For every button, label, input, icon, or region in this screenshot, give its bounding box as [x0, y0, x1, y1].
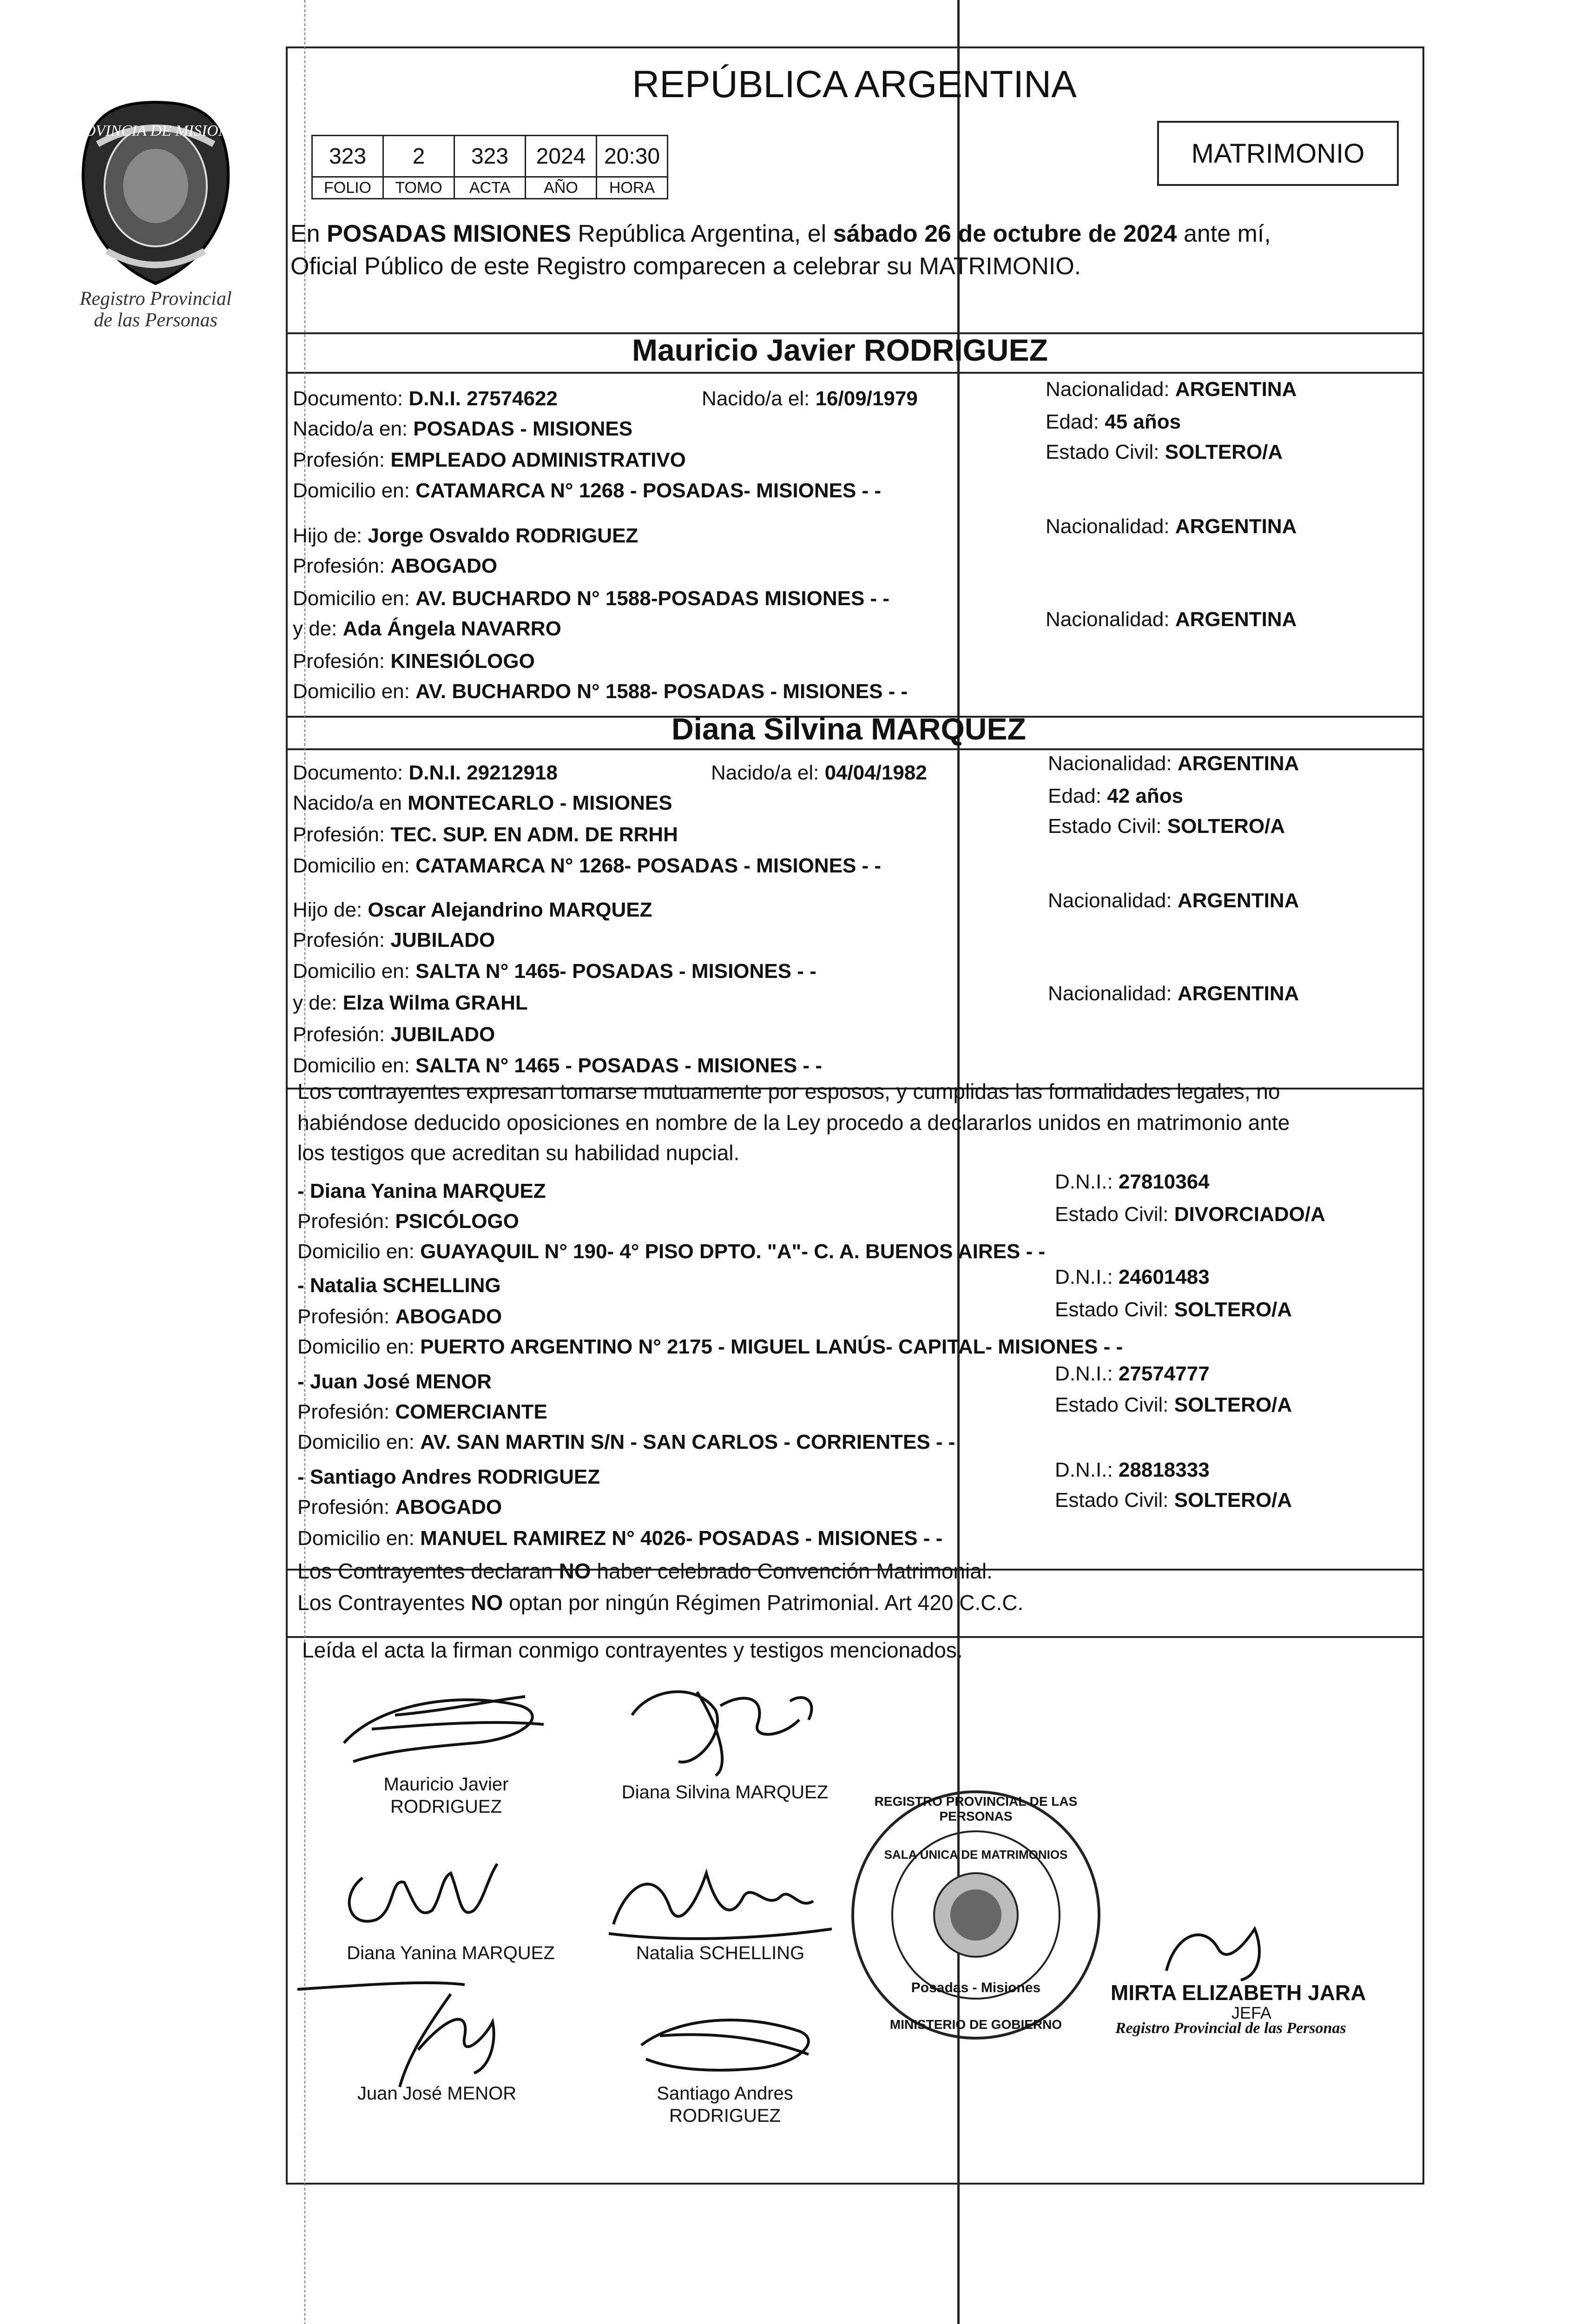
- spouse1-madre: y de: Ada Ángela NAVARRO: [293, 617, 561, 640]
- spouse2-padre-dom: Domicilio en: SALTA N° 1465- POSADAS - MISIONES - -: [293, 960, 816, 983]
- witness3-dni: D.N.I.: 27574777: [1055, 1362, 1210, 1385]
- spouse1-padre-prof: Profesión: ABOGADO: [293, 555, 498, 577]
- folio-table: [311, 135, 668, 199]
- seal-inner-text: SALA ÚNICA DE MATRIMONIOS: [884, 1848, 1068, 1862]
- signature-2-scribble: [604, 1673, 846, 1780]
- convention-line1: Los Contrayentes declaran NO haber celebrado Convención Matrimonial.: [297, 1559, 993, 1583]
- spouse1-nacionalidad: Nacionalidad: ARGENTINA: [1046, 378, 1297, 401]
- intro-line2: Oficial Público de este Registro comparecen a celebrar su MATRIMONIO.: [290, 253, 1081, 280]
- witness2-name: - Natalia SCHELLING: [297, 1274, 501, 1297]
- witness4-domicilio: Domicilio en: MANUEL RAMIREZ N° 4026- POSADAS - MISIONES - -: [297, 1527, 943, 1550]
- intro-place: POSADAS MISIONES: [327, 220, 571, 247]
- signature-6-scribble: [604, 1980, 846, 2087]
- anio-label: AÑO: [526, 177, 597, 199]
- witness3-profesion: Profesión: COMERCIANTE: [297, 1400, 547, 1423]
- signature-4-scribble: [590, 1841, 850, 1943]
- witness4-name: - Santiago Andres RODRIGUEZ: [297, 1466, 600, 1488]
- spouse2-nacido-en: Nacido/a en MONTECARLO - MISIONES: [293, 792, 672, 814]
- declaration-line1: Los contrayentes expresan tomarse mutuamente por esposos, y cumplidas las formalidades legales, no: [297, 1079, 1280, 1103]
- intro-suffix: ante mí,: [1177, 220, 1271, 247]
- witness2-dni: D.N.I.: 24601483: [1055, 1266, 1210, 1288]
- spouse1-documento: Documento: D.N.I. 27574622: [293, 387, 558, 410]
- signature-6: [604, 1980, 846, 2133]
- signature-4-label: Natalia SCHELLING: [636, 1943, 805, 1963]
- signature-3-scribble: [321, 1841, 581, 1943]
- signature-1: [325, 1673, 567, 1817]
- spouse2-nacionalidad: Nacionalidad: ARGENTINA: [1048, 752, 1299, 775]
- rule-spouse2-title: [286, 748, 1424, 750]
- signature-2: [604, 1673, 846, 1813]
- spouse2-madre-nac: Nacionalidad: ARGENTINA: [1048, 982, 1299, 1005]
- declaration-line2: habiéndose deducido oposiciones en nombre de la Ley procedo a declararlos unidos en matrimonio ante: [297, 1110, 1290, 1135]
- spouse1-padre-nac: Nacionalidad: ARGENTINA: [1046, 515, 1297, 538]
- spouse1-madre-nac: Nacionalidad: ARGENTINA: [1046, 608, 1297, 631]
- witness2-estado: Estado Civil: SOLTERO/A: [1055, 1298, 1292, 1321]
- witness1-profesion: Profesión: PSICÓLOGO: [297, 1210, 519, 1233]
- signature-3-label: Diana Yanina MARQUEZ: [347, 1943, 555, 1963]
- convention-line2: Los Contrayentes NO optan por ningún Régimen Patrimonial. Art 420 C.C.C.: [297, 1591, 1024, 1615]
- intro-mid: República Argentina, el: [571, 220, 833, 247]
- spouse1-domicilio: Domicilio en: CATAMARCA N° 1268 - POSADAS- MISIONES - -: [293, 479, 882, 502]
- spouse2-domicilio: Domicilio en: CATAMARCA N° 1268- POSADAS - MISIONES - -: [293, 854, 882, 877]
- acta-value: 323: [454, 136, 526, 177]
- tomo-label: TOMO: [383, 177, 454, 199]
- officer-stamp: [1111, 1915, 1389, 2036]
- witness2-profesion: Profesión: ABOGADO: [297, 1305, 502, 1328]
- spouse2-documento: Documento: D.N.I. 29212918: [293, 761, 558, 784]
- witness2-domicilio: Domicilio en: PUERTO ARGENTINO N° 2175 - MIGUEL LANÚS- CAPITAL- MISIONES - -: [297, 1335, 1123, 1358]
- tomo-value: 2: [383, 136, 454, 177]
- registry-logo: [65, 93, 246, 335]
- emblem-text: PROVINCIA DE MISIONES: [65, 122, 246, 139]
- logo-line1: Registro Provincial: [79, 288, 232, 310]
- spouse2-padre-nac: Nacionalidad: ARGENTINA: [1048, 889, 1299, 912]
- logo-line2: de las Personas: [94, 310, 217, 331]
- witness1-dni: D.N.I.: 27810364: [1055, 1170, 1210, 1193]
- seal-city-text: Posadas - Misiones: [911, 1980, 1041, 1995]
- folio-label: FOLIO: [312, 177, 383, 199]
- logo-text: [60, 288, 251, 331]
- hora-label: HORA: [597, 177, 668, 199]
- acta-label: ACTA: [454, 177, 526, 199]
- spouse1-nacido-el: Nacido/a el: 16/09/1979: [702, 387, 918, 410]
- spouse1-nacido-en: Nacido/a en: POSADAS - MISIONES: [293, 417, 633, 440]
- signature-2-label: Diana Silvina MARQUEZ: [621, 1782, 829, 1802]
- signature-5-scribble: [297, 1980, 576, 2092]
- spouse2-padre: Hijo de: Oscar Alejandrino MARQUEZ: [293, 898, 652, 921]
- document-title: REPÚBLICA ARGENTINA: [632, 63, 1077, 106]
- witness4-dni: D.N.I.: 28818333: [1055, 1459, 1210, 1481]
- officer-role: JEFA: [1231, 2003, 1272, 2022]
- closing-text: Leída el acta la firman conmigo contrayentes y testigos mencionados.: [302, 1638, 963, 1662]
- spouse2-profesion: Profesión: TEC. SUP. EN ADM. DE RRHH: [293, 823, 678, 846]
- spouse2-madre-dom: Domicilio en: SALTA N° 1465 - POSADAS - MISIONES - -: [293, 1054, 822, 1077]
- witness4-profesion: Profesión: ABOGADO: [297, 1496, 502, 1519]
- spouse1-profesion: Profesión: EMPLEADO ADMINISTRATIVO: [293, 449, 686, 471]
- spouse1-padre-dom: Domicilio en: AV. BUCHARDO N° 1588-POSADAS MISIONES - -: [293, 587, 890, 610]
- anio-value: 2024: [526, 136, 597, 177]
- officer-org: Registro Provincial de las Personas: [1115, 2020, 1346, 2037]
- witness3-estado: Estado Civil: SOLTERO/A: [1055, 1393, 1292, 1416]
- spouse1-estado: Estado Civil: SOLTERO/A: [1046, 441, 1283, 463]
- official-seal: [846, 1785, 1106, 2045]
- intro-prefix: En: [290, 220, 327, 247]
- seal-outer-text: REGISTRO PROVINCIAL DE LAS PERSONAS: [874, 1794, 1078, 1823]
- rule-spouse1-title: [286, 372, 1424, 374]
- signature-1-scribble: [325, 1673, 567, 1771]
- emblem-icon: [65, 93, 246, 293]
- spouse2-padre-prof: Profesión: JUBILADO: [293, 929, 495, 951]
- signature-6-line2: RODRIGUEZ: [669, 2106, 781, 2126]
- seal-icon: [846, 1785, 1106, 2045]
- witness1-domicilio: Domicilio en: GUAYAQUIL N° 190- 4° PISO DPTO. "A"- C. A. BUENOS AIRES - -: [297, 1240, 1046, 1263]
- witness3-domicilio: Domicilio en: AV. SAN MARTIN S/N - SAN CARLOS - CORRIENTES - -: [297, 1431, 955, 1453]
- spouse2-edad: Edad: 42 años: [1048, 785, 1184, 807]
- doc-type: MATRIMONIO: [1191, 138, 1365, 169]
- spouse2-madre-prof: Profesión: JUBILADO: [293, 1023, 495, 1046]
- spouse1-edad: Edad: 45 años: [1046, 410, 1181, 433]
- intro-date: sábado 26 de octubre de 2024: [833, 220, 1177, 247]
- doc-type-box: [1157, 121, 1399, 186]
- signature-3: [321, 1841, 581, 1966]
- declaration-line3: los testigos que acreditan su habilidad nupcial.: [297, 1141, 740, 1165]
- hora-value: 20:30: [597, 136, 668, 177]
- signature-1-line2: RODRIGUEZ: [390, 1796, 502, 1817]
- signature-4: [590, 1841, 850, 1966]
- folio-value: 323: [312, 136, 383, 177]
- spouse1-padre: Hijo de: Jorge Osvaldo RODRIGUEZ: [293, 524, 639, 547]
- spouse1-name: Mauricio Javier RODRIGUEZ: [632, 333, 1048, 367]
- officer-name: MIRTA ELIZABETH JARA: [1111, 1981, 1366, 2005]
- signature-5-label: Juan José MENOR: [357, 2083, 517, 2104]
- spouse1-madre-dom: Domicilio en: AV. BUCHARDO N° 1588- POSADAS - MISIONES - -: [293, 680, 908, 703]
- witness4-estado: Estado Civil: SOLTERO/A: [1055, 1489, 1292, 1512]
- officer-signature-scribble: [1148, 1915, 1287, 1985]
- spouse2-nacido-el: Nacido/a el: 04/04/1982: [711, 761, 927, 784]
- seal-bottom-text: MINISTERIO DE GOBIERNO: [889, 2017, 1062, 2032]
- signature-1-line1: Mauricio Javier: [383, 1774, 509, 1795]
- witness1-estado: Estado Civil: DIVORCIADO/A: [1055, 1203, 1325, 1226]
- intro-line1: [290, 218, 1271, 249]
- spouse2-estado: Estado Civil: SOLTERO/A: [1048, 815, 1285, 838]
- witness3-name: - Juan José MENOR: [297, 1370, 492, 1393]
- signature-5: [297, 1980, 576, 2119]
- spouse1-madre-prof: Profesión: KINESIÓLOGO: [293, 650, 535, 673]
- signature-6-line1: Santiago Andres: [657, 2083, 793, 2104]
- spouse2-madre: y de: Elza Wilma GRAHL: [293, 991, 528, 1014]
- spouse2-name: Diana Silvina MARQUEZ: [672, 712, 1026, 746]
- witness1-name: - Diana Yanina MARQUEZ: [297, 1180, 546, 1202]
